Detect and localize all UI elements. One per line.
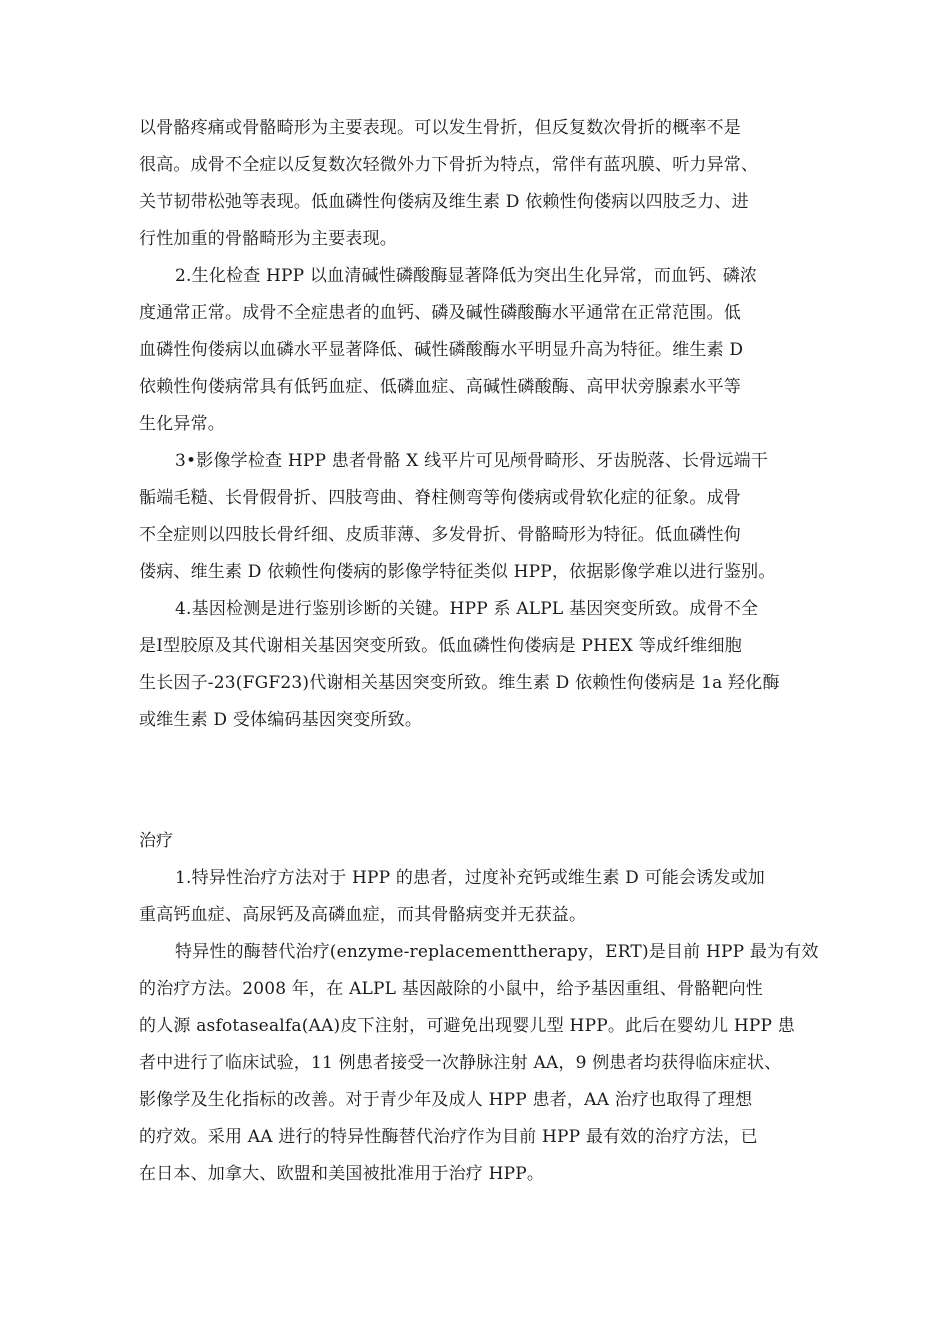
- section-heading-treatment: 治疗: [139, 831, 173, 851]
- text-line: 偻病、维生素 D 依赖性佝偻病的影像学特征类似 HPP，依据影像学难以进行鉴别。: [139, 562, 776, 582]
- text-line: 骺端毛糙、长骨假骨折、四肢弯曲、脊柱侧弯等佝偻病或骨软化症的征象。成骨: [139, 488, 741, 508]
- text-line: 血磷性佝偻病以血磷水平显著降低、碱性磷酸酶水平明显升高为特征。维生素 D: [139, 340, 744, 360]
- treatment-section: [139, 823, 829, 1193]
- paragraph-clinical: [139, 110, 829, 258]
- text-line: 在日本、加拿大、欧盟和美国被批准用于治疗 HPP。: [139, 1164, 545, 1184]
- paragraph-specific-treatment: [139, 860, 829, 934]
- paragraph-ert: [139, 934, 829, 1193]
- text-line: 特异性的酶替代治疗(enzyme-replacementtherapy，ERT)是目前 HPP 最为有效: [175, 942, 819, 962]
- text-line: 生长因子-23(FGF23)代谢相关基因突变所致。维生素 D 依赖性佝偻病是 1a 羟化酶: [139, 673, 780, 693]
- text-line: 3•影像学检查 HPP 患者骨骼 X 线平片可见颅骨畸形、牙齿脱落、长骨远端干: [175, 451, 769, 471]
- text-line: 生化异常。: [139, 414, 225, 434]
- paragraph-genetic: [139, 591, 829, 739]
- text-line: 1.特异性治疗方法对于 HPP 的患者，过度补充钙或维生素 D 可能会诱发或加: [175, 868, 765, 888]
- diagnosis-section: [139, 110, 829, 739]
- text-line: 很高。成骨不全症以反复数次轻微外力下骨折为特点，常伴有蓝巩膜、听力异常、: [139, 155, 759, 175]
- text-line: 4.基因检测是进行鉴别诊断的关键。HPP 系 ALPL 基因突变所致。成骨不全: [175, 599, 759, 619]
- text-line: 的疗效。采用 AA 进行的特异性酶替代治疗作为目前 HPP 最有效的治疗方法，已: [139, 1127, 758, 1147]
- text-line: 的人源 asfotasealfa(AA)皮下注射，可避免出现婴儿型 HPP。此后在婴幼儿 HPP 患: [139, 1016, 795, 1036]
- text-line: 影像学及生化指标的改善。对于青少年及成人 HPP 患者，AA 治疗也取得了理想: [139, 1090, 753, 1110]
- text-line: 关节韧带松弛等表现。低血磷性佝偻病及维生素 D 依赖性佝偻病以四肢乏力、进: [139, 192, 749, 212]
- paragraph-imaging: [139, 443, 829, 591]
- text-line: 者中进行了临床试验，11 例患者接受一次静脉注射 AA，9 例患者均获得临床症状、: [139, 1053, 782, 1073]
- text-line: 的治疗方法。2008 年，在 ALPL 基因敲除的小鼠中，给予基因重组、骨骼靶向性: [139, 979, 763, 999]
- text-line: 重高钙血症、高尿钙及高磷血症，而其骨骼病变并无获益。: [139, 905, 587, 925]
- text-line: 行性加重的骨骼畸形为主要表现。: [139, 229, 397, 249]
- text-line: 是Ⅰ型胶原及其代谢相关基因突变所致。低血磷性佝偻病是 PHEX 等成纤维细胞: [139, 636, 742, 656]
- text-line: 以骨骼疼痛或骨骼畸形为主要表现。可以发生骨折，但反复数次骨折的概率不是: [139, 118, 741, 138]
- text-line: 不全症则以四肢长骨纤细、皮质菲薄、多发骨折、骨骼畸形为特征。低血磷性佝: [139, 525, 741, 545]
- text-line: 度通常正常。成骨不全症患者的血钙、磷及碱性磷酸酶水平通常在正常范围。低: [139, 303, 741, 323]
- text-line: 或维生素 D 受体编码基因突变所致。: [139, 710, 423, 730]
- text-line: 依赖性佝偻病常具有低钙血症、低磷血症、高碱性磷酸酶、高甲状旁腺素水平等: [139, 377, 741, 397]
- paragraph-biochemistry: [139, 258, 829, 443]
- text-line: 2.生化检查 HPP 以血清碱性磷酸酶显著降低为突出生化异常，而血钙、磷浓: [175, 266, 758, 286]
